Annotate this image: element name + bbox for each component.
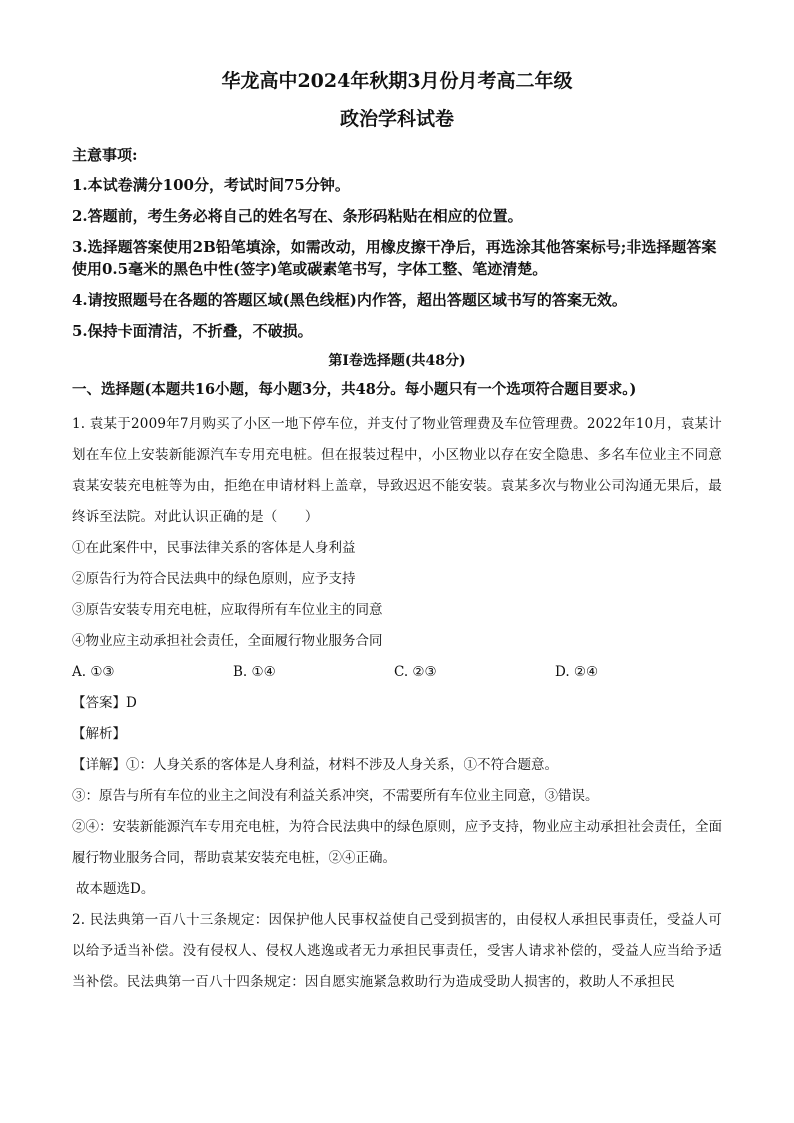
note-item: 1.本试卷满分100分，考试时间75分钟。 (72, 176, 350, 194)
notes-heading: 主意事项: (72, 146, 138, 164)
analysis-label: 【解析】 (72, 726, 126, 742)
statement-item: ④物业应主动承担社会责任，全面履行物业服务合同 (72, 633, 383, 649)
choice-b: B. ①④ (233, 664, 276, 680)
notes-block (72, 144, 722, 342)
detail-paragraph: ②④：安装新能源汽车专用充电桩，为符合民法典中的绿色原则，应予支持，物业应主动承担社会责任，全面履行物业服务合同，帮助袁某安装充电桩，②④正确。 (72, 819, 722, 866)
note-item: 4.请按照题号在各题的答题区域(黑色线框)内作答，超出答题区域书写的答案无效。 (72, 291, 627, 309)
statement-item: ①在此案件中，民事法律关系的客体是人身利益 (72, 540, 356, 556)
note-item: 3.选择题答案使用2B铅笔填涂，如需改动，用橡皮擦干净后，再选涂其他答案标号;非选择题答案使用0.5毫米的黑色中性(签字)笔或碳素笔书写，字体工整、笔迹清楚。 (72, 238, 717, 278)
statement-item: ②原告行为符合民法典中的绿色原则，应予支持 (72, 571, 356, 587)
exam-subject-title: 政治学科试卷 (339, 108, 454, 130)
statement-item: ③原告安装专用充电桩，应取得所有车位业主的同意 (72, 602, 383, 618)
choice-d: D. ②④ (555, 664, 599, 680)
answer-label: 【答案】D (72, 695, 137, 711)
detail-paragraph: ③：原告与所有车位的业主之间没有利益关系冲突，不需要所有车位业主同意，③错误。 (72, 788, 599, 804)
question-2 (72, 905, 722, 998)
answer-choices (72, 657, 722, 688)
note-item: 5.保持卡面清洁，不折叠，不破损。 (72, 322, 313, 340)
choice-c: C. ②③ (394, 664, 437, 680)
question-stem: 2. 民法典第一百八十三条规定：因保护他人民事权益使自己受到损害的，由侵权人承担民事责任，受益人可以给予适当补偿。没有侵权人、侵权人逃逸或者无力承担民事责任，受害人请求补偿的，受益人应当给予适当补偿。民法典第一百八十四条规定：因自愿实施紧急救助行为造成受助人损害的，救助人不承担民 (72, 912, 722, 990)
exam-title: 华龙高中2024年秋期3月份月考高二年级 (221, 70, 573, 92)
note-item: 2.答题前，考生务必将自己的姓名写在、条形码粘贴在相应的位置。 (72, 207, 523, 225)
section-title: 第Ⅰ卷选择题(共48分) (328, 353, 466, 369)
question-1 (72, 409, 722, 905)
choice-a: A. ①③ (72, 664, 115, 680)
question-stem: 1. 袁某于2009年7月购买了小区一地下停车位，并支付了物业管理费及车位管理费。2022年10月，袁某计划在车位上安装新能源汽车专用充电桩。但在报装过程中，小区物业以存在安全隐患、多名车位业主不同意袁某安装充电桩等为由，拒绝在申请材料上盖章，导致迟迟不能安装。袁某多次与物业公司沟通无果后，最终诉至法院。对此认识正确的是（ ） (72, 416, 722, 525)
section-subtitle: 一、选择题(本题共16小题，每小题3分，共48分。每小题只有一个选项符合题目要求。) (72, 381, 637, 398)
conclusion: 故本题选D。 (76, 881, 155, 897)
detail-paragraph: 【详解】①：人身关系的客体是人身利益，材料不涉及人身关系，①不符合题意。 (72, 757, 558, 773)
